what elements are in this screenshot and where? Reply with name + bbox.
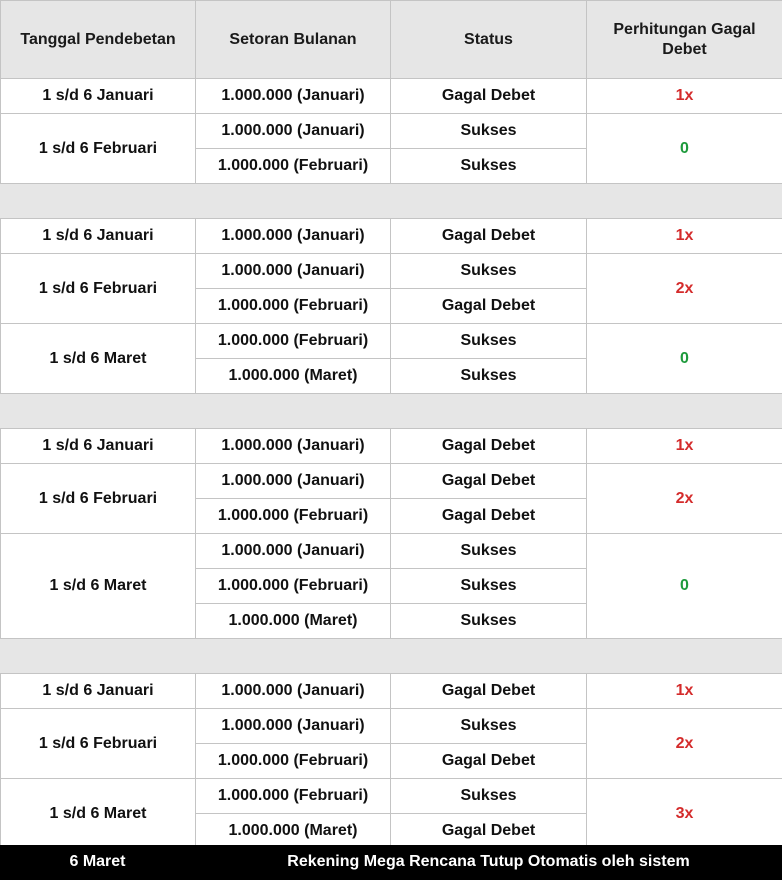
separator-cell (1, 394, 782, 429)
scenario-separator (1, 184, 782, 219)
monthly-deposit-cell: 1.000.000 (Februari) (196, 744, 391, 779)
status-cell: Sukses (391, 569, 587, 604)
status-cell: Gagal Debet (391, 674, 587, 709)
failed-debit-count-cell: 0 (587, 534, 782, 639)
table-row (1, 254, 782, 289)
failed-debit-count-cell: 3x (587, 779, 782, 849)
debit-date-cell: 1 s/d 6 Februari (1, 254, 196, 324)
status-cell: Gagal Debet (391, 289, 587, 324)
failed-debit-count-cell: 1x (587, 79, 782, 114)
header-row (1, 1, 782, 79)
status-cell: Sukses (391, 534, 587, 569)
debit-date-cell: 1 s/d 6 Februari (1, 464, 196, 534)
monthly-deposit-cell: 1.000.000 (Maret) (196, 359, 391, 394)
status-cell: Sukses (391, 779, 587, 814)
table-row (1, 79, 782, 114)
header-status: Status (391, 1, 587, 79)
status-cell: Sukses (391, 604, 587, 639)
status-cell: Sukses (391, 324, 587, 359)
status-cell: Sukses (391, 149, 587, 184)
monthly-deposit-cell: 1.000.000 (Februari) (196, 779, 391, 814)
monthly-deposit-cell: 1.000.000 (Januari) (196, 114, 391, 149)
separator-cell (1, 184, 782, 219)
status-cell: Sukses (391, 114, 587, 149)
monthly-deposit-cell: 1.000.000 (Januari) (196, 219, 391, 254)
status-cell: Gagal Debet (391, 744, 587, 779)
debit-date-cell: 1 s/d 6 Februari (1, 709, 196, 779)
debit-date-cell: 1 s/d 6 Januari (1, 219, 196, 254)
header-perhitungan: Perhitungan Gagal Debet (587, 1, 782, 79)
scenario-separator (1, 394, 782, 429)
debit-date-cell: 1 s/d 6 Januari (1, 674, 196, 709)
status-cell: Gagal Debet (391, 499, 587, 534)
monthly-deposit-cell: 1.000.000 (Januari) (196, 709, 391, 744)
monthly-deposit-cell: 1.000.000 (Maret) (196, 814, 391, 849)
monthly-deposit-cell: 1.000.000 (Februari) (196, 499, 391, 534)
status-cell: Sukses (391, 254, 587, 289)
table-row (1, 779, 782, 814)
monthly-deposit-cell: 1.000.000 (Februari) (196, 324, 391, 359)
debit-date-cell: 1 s/d 6 Maret (1, 324, 196, 394)
table-row (1, 429, 782, 464)
failed-debit-count-cell: 2x (587, 709, 782, 779)
scenario-separator (1, 639, 782, 674)
failed-debit-count-cell: 1x (587, 674, 782, 709)
closing-message: Rekening Mega Rencana Tutup Otomatis oleh sistem (287, 853, 690, 870)
table-row (1, 709, 782, 744)
failed-debit-count-cell: 1x (587, 219, 782, 254)
header-tanggal: Tanggal Pendebetan (1, 1, 196, 79)
monthly-deposit-cell: 1.000.000 (Januari) (196, 534, 391, 569)
status-cell: Sukses (391, 709, 587, 744)
table-header (1, 1, 782, 79)
monthly-deposit-cell: 1.000.000 (Januari) (196, 674, 391, 709)
failed-debit-count-cell: 1x (587, 429, 782, 464)
monthly-deposit-cell: 1.000.000 (Januari) (196, 79, 391, 114)
status-cell: Gagal Debet (391, 814, 587, 849)
debit-date-cell: 1 s/d 6 Januari (1, 79, 196, 114)
closing-notice-bar (0, 845, 782, 880)
separator-cell (1, 639, 782, 674)
table-row (1, 114, 782, 149)
table-row (1, 534, 782, 569)
status-cell: Gagal Debet (391, 219, 587, 254)
status-cell: Gagal Debet (391, 429, 587, 464)
failed-debit-count-cell: 2x (587, 254, 782, 324)
status-cell: Sukses (391, 359, 587, 394)
failed-debit-count-cell: 2x (587, 464, 782, 534)
closing-date: 6 Maret (69, 853, 126, 870)
monthly-deposit-cell: 1.000.000 (Januari) (196, 464, 391, 499)
debit-date-cell: 1 s/d 6 Februari (1, 114, 196, 184)
table-row (1, 674, 782, 709)
table-row (1, 219, 782, 254)
monthly-deposit-cell: 1.000.000 (Februari) (196, 289, 391, 324)
failed-debit-count-cell: 0 (587, 324, 782, 394)
table-row (1, 464, 782, 499)
monthly-deposit-cell: 1.000.000 (Januari) (196, 429, 391, 464)
monthly-deposit-cell: 1.000.000 (Februari) (196, 149, 391, 184)
status-cell: Gagal Debet (391, 464, 587, 499)
table-row (1, 324, 782, 359)
debit-date-cell: 1 s/d 6 Januari (1, 429, 196, 464)
debit-date-cell: 1 s/d 6 Maret (1, 779, 196, 849)
monthly-deposit-cell: 1.000.000 (Maret) (196, 604, 391, 639)
header-setoran: Setoran Bulanan (196, 1, 391, 79)
status-cell: Gagal Debet (391, 79, 587, 114)
monthly-deposit-cell: 1.000.000 (Februari) (196, 569, 391, 604)
failed-debit-count-cell: 0 (587, 114, 782, 184)
table-body (1, 79, 782, 849)
debit-date-cell: 1 s/d 6 Maret (1, 534, 196, 639)
monthly-deposit-cell: 1.000.000 (Januari) (196, 254, 391, 289)
